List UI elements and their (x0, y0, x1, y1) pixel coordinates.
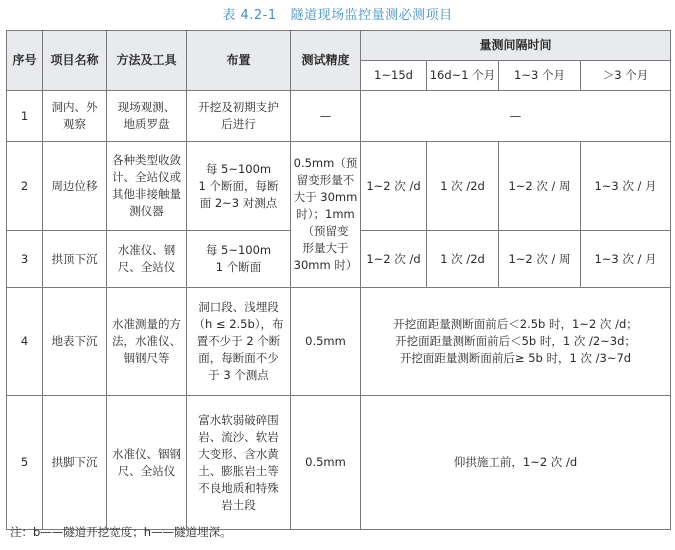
header-precision: 测试精度 (291, 31, 361, 91)
cell-line: 洞口段、浅埋段 (198, 300, 279, 314)
table-row (7, 142, 671, 231)
cell-precision: 0.5mm (291, 288, 361, 396)
cell-item: 周边位移 (43, 142, 107, 231)
cell-seq: 1 (7, 91, 43, 142)
table-note: 注：b——隧道开挖宽度；h——隧道埋深。 (10, 525, 232, 539)
cell-line: 水准仪、钢 (117, 243, 176, 257)
header-item: 项目名称 (43, 31, 107, 91)
cell-line: 大于 30mm (293, 190, 358, 204)
cell-interval: 1~2 次 / 周 (499, 231, 581, 288)
cell-line: 土、膨胀岩土等 (198, 463, 279, 478)
cell-interval: 1~2 次 /d (361, 231, 427, 288)
cell-interval: 1~2 次 /d (361, 142, 427, 231)
cell-line: 地质罗盘 (123, 117, 170, 131)
cell-item: 拱顶下沉 (43, 231, 107, 288)
table-row (7, 91, 671, 142)
header-sub-2: 16d~1 个月 (427, 61, 499, 91)
header-sub-4: ＞3 个月 (581, 61, 671, 91)
cell-line: 各种类型收敛 (112, 153, 181, 167)
cell-interval: 1 次 /2d (427, 231, 499, 288)
cell-line: （h ≤ 2.5b），布 (193, 317, 284, 331)
cell-line: 0.5mm（预 (293, 156, 358, 170)
cell-item (43, 91, 107, 142)
cell-line: 形量大于 (302, 241, 349, 255)
cell-interval-merged (361, 288, 671, 396)
cell-line: 水准测量的方 (112, 317, 181, 331)
header-seq: 序号 (7, 31, 43, 91)
cell-line: 留变形量不 (296, 173, 355, 187)
cell-layout (187, 91, 291, 142)
monitoring-table (6, 30, 671, 530)
cell-method (107, 91, 187, 142)
header-method: 方法及工具 (107, 31, 187, 91)
cell-line: 其他非接触量 (112, 187, 181, 201)
cell-line: 尺、全站仪 (117, 260, 176, 274)
cell-line: 于 3 个测点 (208, 368, 269, 382)
cell-line: 洞内、外 (51, 100, 98, 114)
cell-line: 开挖及初期支护 (198, 100, 279, 114)
cell-line: （预留变 (302, 224, 349, 238)
cell-precision: 0.5mm (291, 396, 361, 530)
cell-precision: — (291, 91, 361, 142)
cell-method (107, 142, 187, 231)
cell-interval-merged: — (361, 91, 671, 142)
table-caption: 隧道现场监控量测必测项目 (290, 8, 453, 23)
cell-line: 时）；1mm (296, 207, 355, 221)
cell-line: 法，水准仪、 (112, 334, 181, 348)
cell-line: 开挖面距量测断面前后＜2.5b 时，1~2 次 /d； (393, 317, 638, 331)
cell-line: 岩土段 (221, 497, 256, 512)
cell-layout (187, 396, 291, 530)
cell-item: 拱脚下沉 (43, 396, 107, 530)
cell-layout (187, 142, 291, 231)
cell-line: 不良地质和特殊 (198, 480, 279, 495)
cell-line: 铟钢尺等 (123, 351, 170, 365)
cell-interval-merged: 仰拱施工前，1~2 次 /d (361, 396, 671, 530)
cell-line: 后进行 (221, 117, 256, 131)
cell-method (107, 396, 187, 530)
table-number: 表 4.2-1 (222, 8, 277, 23)
cell-line: 岩、流沙、软岩 (198, 429, 279, 444)
table-row (7, 396, 671, 530)
cell-seq: 5 (7, 396, 43, 530)
cell-precision-shared (291, 142, 361, 288)
cell-interval: 1~3 次 / 月 (581, 142, 671, 231)
cell-interval: 1~2 次 / 周 (499, 142, 581, 231)
table-row (7, 288, 671, 396)
cell-line: 计、全站仪或 (112, 170, 181, 184)
header-layout: 布置 (187, 31, 291, 91)
header-sub-3: 1~3 个月 (499, 61, 581, 91)
header-interval: 量测间隔时间 (361, 31, 671, 61)
cell-line: 1 个断面 (215, 260, 262, 274)
cell-seq: 4 (7, 288, 43, 396)
cell-seq: 2 (7, 142, 43, 231)
cell-seq: 3 (7, 231, 43, 288)
cell-line: 面 2~3 对测点 (199, 195, 278, 210)
cell-line: 大变形、含水黄 (198, 446, 279, 461)
cell-method (107, 231, 187, 288)
cell-line: 开挖面距量测断面前后＜5b 时，1 次 /2~3d； (395, 334, 636, 348)
cell-layout (187, 288, 291, 396)
cell-line: 30mm 时） (293, 258, 358, 272)
table-title (0, 4, 675, 23)
cell-line: 每 5~100m (205, 161, 272, 176)
cell-line: 测仪器 (129, 204, 164, 218)
cell-line: 开挖面距量测断面前后≥ 5b 时，1 次 /3~7d (399, 351, 632, 365)
cell-layout (187, 231, 291, 288)
cell-interval: 1 次 /2d (427, 142, 499, 231)
cell-line: 现场观测、 (117, 100, 176, 114)
cell-line: 水准仪、铟钢 (112, 446, 181, 461)
cell-line: 1 个断面，每断 (198, 178, 279, 193)
cell-method (107, 288, 187, 396)
cell-item: 地表下沉 (43, 288, 107, 396)
cell-line: 富水软弱破碎围 (198, 412, 279, 427)
header-row-1 (7, 31, 671, 61)
cell-line: 面，每断面不少 (198, 351, 279, 365)
header-sub-1: 1~15d (361, 61, 427, 91)
cell-interval: 1~3 次 / 月 (581, 231, 671, 288)
cell-line: 观察 (63, 117, 86, 131)
cell-line: 置不少于 2 个断 (196, 334, 281, 348)
cell-line: 每 5~100m (205, 243, 272, 257)
cell-line: 尺、全站仪 (117, 463, 176, 478)
